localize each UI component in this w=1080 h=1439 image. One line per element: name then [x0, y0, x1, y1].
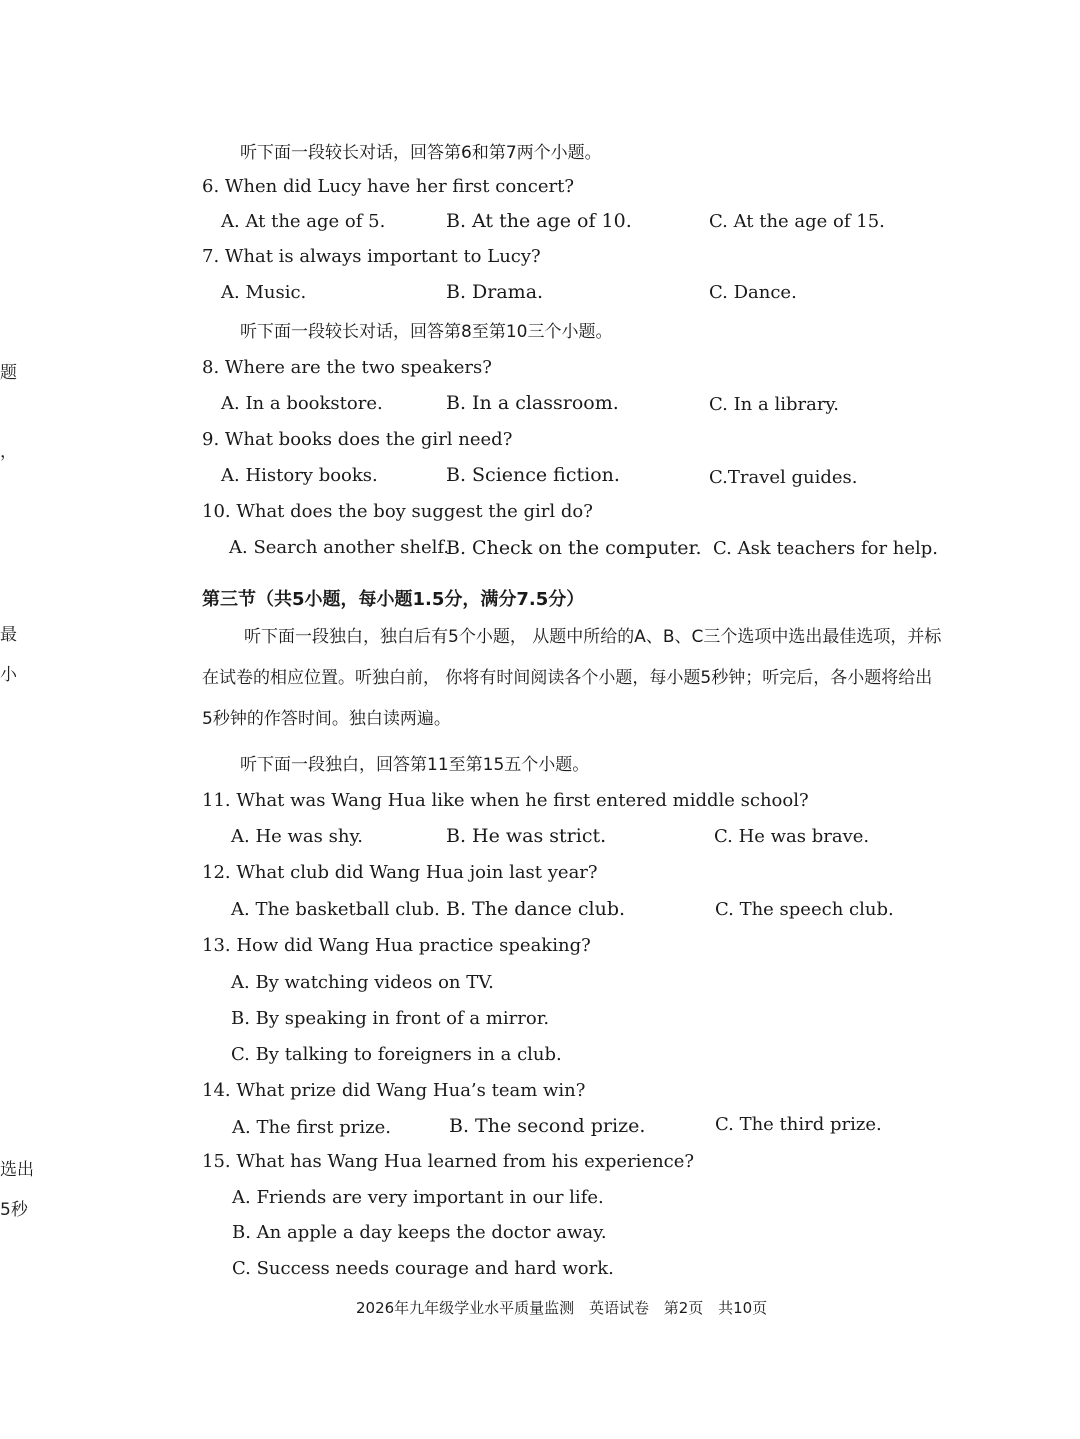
margin-fragment: 题	[0, 363, 17, 383]
q6-option-c[interactable]: C. At the age of 15.	[709, 211, 885, 232]
instruction-q11-q15: 听下面一段独白，回答第11至第15五个小题。	[240, 755, 590, 775]
section-3-directions: 听下面一段独白，独白后有5个小题， 从题中所给的A、B、C三个选项中选出最佳选项，并标在试卷的相应位置。听独白前， 你将有时间阅读各个小题，每小题5秒钟；听完后，各小题将给出5秒钟的作答时间。独白读两遍。	[202, 627, 942, 729]
instruction-q6-q7: 听下面一段较长对话，回答第6和第7两个小题。	[240, 143, 602, 163]
q11-option-a[interactable]: A. He was shy.	[231, 826, 363, 847]
q13-option-c[interactable]: C. By talking to foreigners in a club.	[231, 1044, 562, 1065]
q12-option-b[interactable]: B. The dance club.	[446, 898, 626, 920]
q8-option-a[interactable]: A. In a bookstore.	[221, 393, 383, 414]
question-14: 14. What prize did Wang Hua’s team win?	[202, 1080, 586, 1101]
q7-option-a[interactable]: A. Music.	[221, 282, 307, 303]
q9-option-c[interactable]: C.Travel guides.	[709, 467, 858, 488]
margin-fragment: 选出	[0, 1160, 34, 1180]
q10-option-a[interactable]: A. Search another shelf.	[229, 537, 450, 558]
q7-option-b[interactable]: B. Drama.	[446, 281, 544, 303]
q13-option-a[interactable]: A. By watching videos on TV.	[231, 972, 494, 993]
q12-option-a[interactable]: A. The basketball club.	[231, 899, 440, 920]
question-13: 13. How did Wang Hua practice speaking?	[202, 935, 591, 956]
q9-option-b[interactable]: B. Science fiction.	[446, 464, 620, 486]
q10-option-b[interactable]: B. Check on the computer.	[446, 537, 702, 559]
page-footer	[356, 1297, 777, 1318]
q13-option-b[interactable]: B. By speaking in front of a mirror.	[231, 1008, 550, 1029]
footer-exam-title: 2026年九年级学业水平质量监测	[356, 1299, 575, 1317]
q11-option-c[interactable]: C. He was brave.	[714, 826, 870, 847]
instruction-q8-q10: 听下面一段较长对话，回答第8至第10三个小题。	[240, 322, 613, 342]
footer-subject: 英语试卷	[588, 1299, 649, 1317]
question-12: 12. What club did Wang Hua join last year?	[202, 862, 598, 883]
margin-fragment: 5秒	[0, 1200, 28, 1220]
question-7: 7. What is always important to Lucy?	[202, 246, 541, 267]
question-9: 9. What books does the girl need?	[202, 429, 513, 450]
q15-option-a[interactable]: A. Friends are very important in our life.	[232, 1187, 604, 1208]
q15-option-b[interactable]: B. An apple a day keeps the doctor away.	[232, 1222, 607, 1243]
q14-option-a[interactable]: A. The first prize.	[232, 1117, 391, 1138]
question-10: 10. What does the boy suggest the girl do?	[202, 501, 593, 522]
q10-option-c[interactable]: C. Ask teachers for help.	[713, 538, 939, 559]
q8-option-b[interactable]: B. In a classroom.	[446, 392, 619, 414]
q6-option-a[interactable]: A. At the age of 5.	[221, 211, 386, 232]
question-11: 11. What was Wang Hua like when he first entered middle school?	[202, 790, 809, 811]
q9-option-a[interactable]: A. History books.	[221, 465, 378, 486]
question-6: 6. When did Lucy have her first concert?	[202, 176, 574, 197]
section-3-title: 第三节（共5小题，每小题1.5分，满分7.5分）	[202, 589, 585, 610]
q12-option-c[interactable]: C. The speech club.	[715, 899, 894, 920]
q8-option-c[interactable]: C. In a library.	[709, 394, 839, 415]
margin-fragment: ，	[0, 442, 17, 462]
footer-page-number: 第2页	[663, 1299, 704, 1317]
footer-total-pages: 共10页	[718, 1299, 768, 1317]
q11-option-b[interactable]: B. He was strict.	[446, 825, 607, 847]
q14-option-b[interactable]: B. The second prize.	[449, 1115, 646, 1137]
q14-option-c[interactable]: C. The third prize.	[715, 1114, 882, 1135]
question-8: 8. Where are the two speakers?	[202, 357, 492, 378]
margin-fragment: 最	[0, 625, 17, 645]
question-15: 15. What has Wang Hua learned from his experience?	[202, 1151, 695, 1172]
q6-option-b[interactable]: B. At the age of 10.	[446, 210, 632, 232]
q15-option-c[interactable]: C. Success needs courage and hard work.	[232, 1258, 614, 1279]
q7-option-c[interactable]: C. Dance.	[709, 282, 797, 303]
margin-fragment: 小	[0, 665, 17, 685]
